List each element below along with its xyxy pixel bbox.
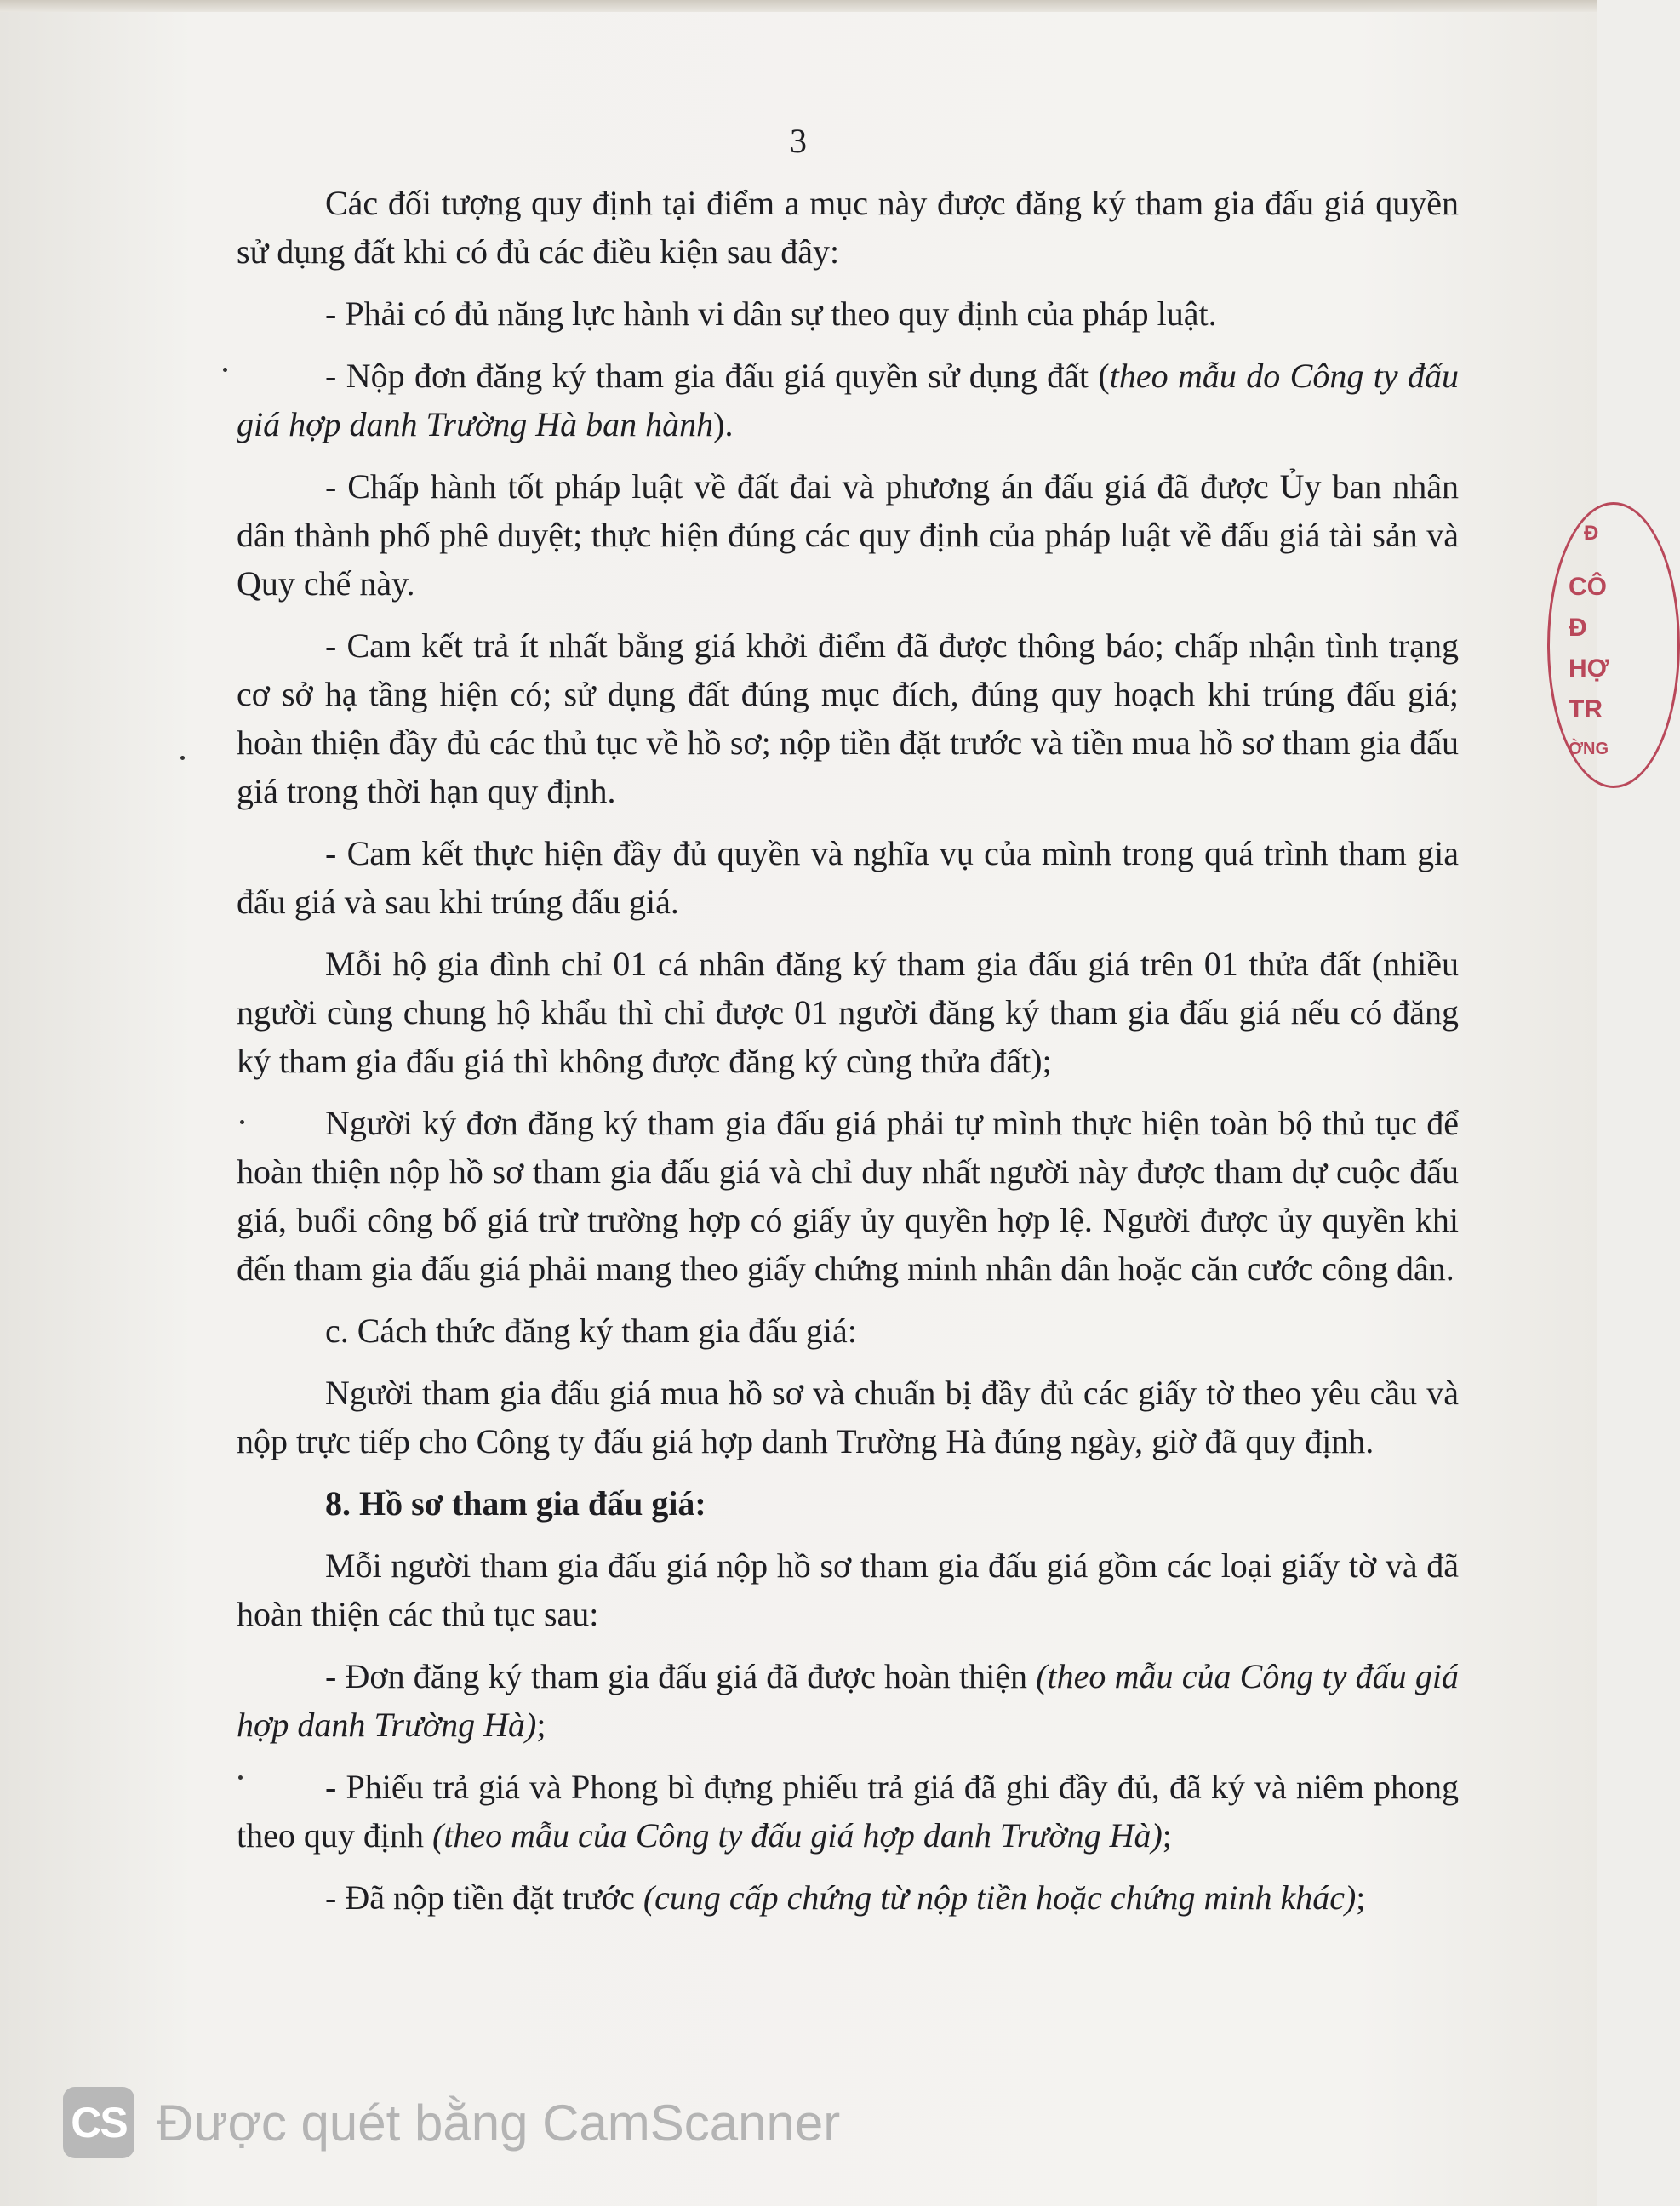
section-heading: 8. Hồ sơ tham gia đấu giá: <box>325 1484 706 1523</box>
paragraph-italic-text: (cung cấp chứng từ nộp tiền hoặc chứng minh khác) <box>643 1878 1357 1917</box>
paragraph: - Chấp hành tốt pháp luật về đất đai và phương án đấu giá đã được Ủy ban nhân dân thành phố phê duyệt; thực hiện đúng các quy định của pháp luật về đấu giá tài sản và Quy chế này. <box>237 467 1459 603</box>
paragraph: - Cam kết trả ít nhất bằng giá khởi điểm đã được thông báo; chấp nhận tình trạng cơ sở hạ tầng hiện có; sử dụng đất đúng mục đích, đúng quy hoạch khi trúng đấu giá; hoàn thiện đầy đủ các thủ tục về hồ sơ; nộp tiền đặt trước và tiền mua hồ sơ tham gia đấu giá trong thời hạn quy định. <box>237 626 1459 810</box>
red-seal-stamp <box>1547 502 1680 788</box>
paragraph: - Cam kết thực hiện đầy đủ quyền và nghĩa vụ của mình trong quá trình tham gia đấu giá và sau khi trúng đấu giá. <box>237 834 1459 921</box>
paragraph <box>237 351 1459 449</box>
scan-speck <box>223 368 227 372</box>
paragraph-text: - Nộp đơn đăng ký tham gia đấu giá quyền sử dụng đất ( <box>325 357 1110 395</box>
paragraph-text: - Phiếu trả giá và Phong bì đựng phiếu trả giá đã ghi đầy đủ, đã ký và niêm phong theo quy định <box>237 1768 1459 1855</box>
paragraph: c. Cách thức đăng ký tham gia đấu giá: <box>325 1312 857 1350</box>
paragraph: Mỗi người tham gia đấu giá nộp hồ sơ tham gia đấu giá gồm các loại giấy tờ và đã hoàn thiện các thủ tục sau: <box>237 1546 1459 1633</box>
paragraph <box>237 1763 1459 1860</box>
camscanner-watermark <box>63 2087 840 2158</box>
paragraph: Các đối tượng quy định tại điểm a mục này được đăng ký tham gia đấu giá quyền sử dụng đất khi có đủ các điều kiện sau đây: <box>237 184 1459 271</box>
page-top-edge <box>0 0 1597 12</box>
watermark-text: Được quét bằng CamScanner <box>157 2094 841 2152</box>
seal-text: HỢ <box>1569 654 1609 683</box>
paragraph: - Phải có đủ năng lực hành vi dân sự theo quy định của pháp luật. <box>325 294 1217 333</box>
paragraph-text: - Đã nộp tiền đặt trước <box>325 1878 643 1917</box>
paragraph-italic-text: theo mẫu do Công ty đấu giá hợp danh Trường Hà ban hành <box>237 357 1459 443</box>
paragraph: Người tham gia đấu giá mua hồ sơ và chuẩn bị đầy đủ các giấy tờ theo yêu cầu và nộp trực tiếp cho Công ty đấu giá hợp danh Trường Hà đúng ngày, giờ đã quy định. <box>237 1374 1459 1460</box>
seal-text: Đ <box>1584 522 1599 545</box>
seal-text: Đ <box>1569 614 1587 642</box>
paragraph-text: ; <box>1162 1816 1172 1855</box>
paragraph-text: ; <box>536 1706 546 1744</box>
seal-text: ỜNG <box>1569 740 1609 758</box>
scan-speck <box>240 1120 244 1124</box>
page-number: 3 <box>790 122 807 160</box>
camscanner-logo-icon: CS <box>63 2087 134 2158</box>
paragraph-text: - Đơn đăng ký tham gia đấu giá đã được hoàn thiện <box>325 1657 1037 1695</box>
paragraph-italic-text: (theo mẫu của Công ty đấu giá hợp danh Trường Hà) <box>431 1816 1163 1855</box>
paragraph: Người ký đơn đăng ký tham gia đấu giá phải tự mình thực hiện toàn bộ thủ tục để hoàn thiện nộp hồ sơ tham gia đấu giá và chỉ duy nhất người này được tham dự cuộc đấu giá, buổi công bố giá trừ trường hợp có giấy ủy quyền hợp lệ. Người được ủy quyền khi đến tham gia đấu giá phải mang theo giấy chứng minh nhân dân hoặc căn cước công dân. <box>237 1104 1459 1288</box>
paragraph: Mỗi hộ gia đình chỉ 01 cá nhân đăng ký tham gia đấu giá trên 01 thửa đất (nhiều người cùng chung hộ khẩu thì chỉ được 01 người đăng ký tham gia đấu giá nếu có đăng ký tham gia đấu giá thì không được đăng ký cùng thửa đất); <box>237 945 1459 1080</box>
seal-text: TR <box>1569 695 1603 723</box>
scan-speck <box>180 756 185 760</box>
seal-text: CÔ <box>1569 573 1607 601</box>
paragraph-italic-text: (theo mẫu của Công ty đấu giá hợp danh Trường Hà) <box>237 1657 1459 1744</box>
paragraph-text: ). <box>713 405 734 443</box>
paragraph-text: ; <box>1356 1878 1366 1917</box>
paragraph <box>237 1873 1459 1922</box>
paragraph <box>237 1652 1459 1749</box>
scan-speck <box>238 1775 243 1780</box>
document-body <box>237 179 1459 1935</box>
